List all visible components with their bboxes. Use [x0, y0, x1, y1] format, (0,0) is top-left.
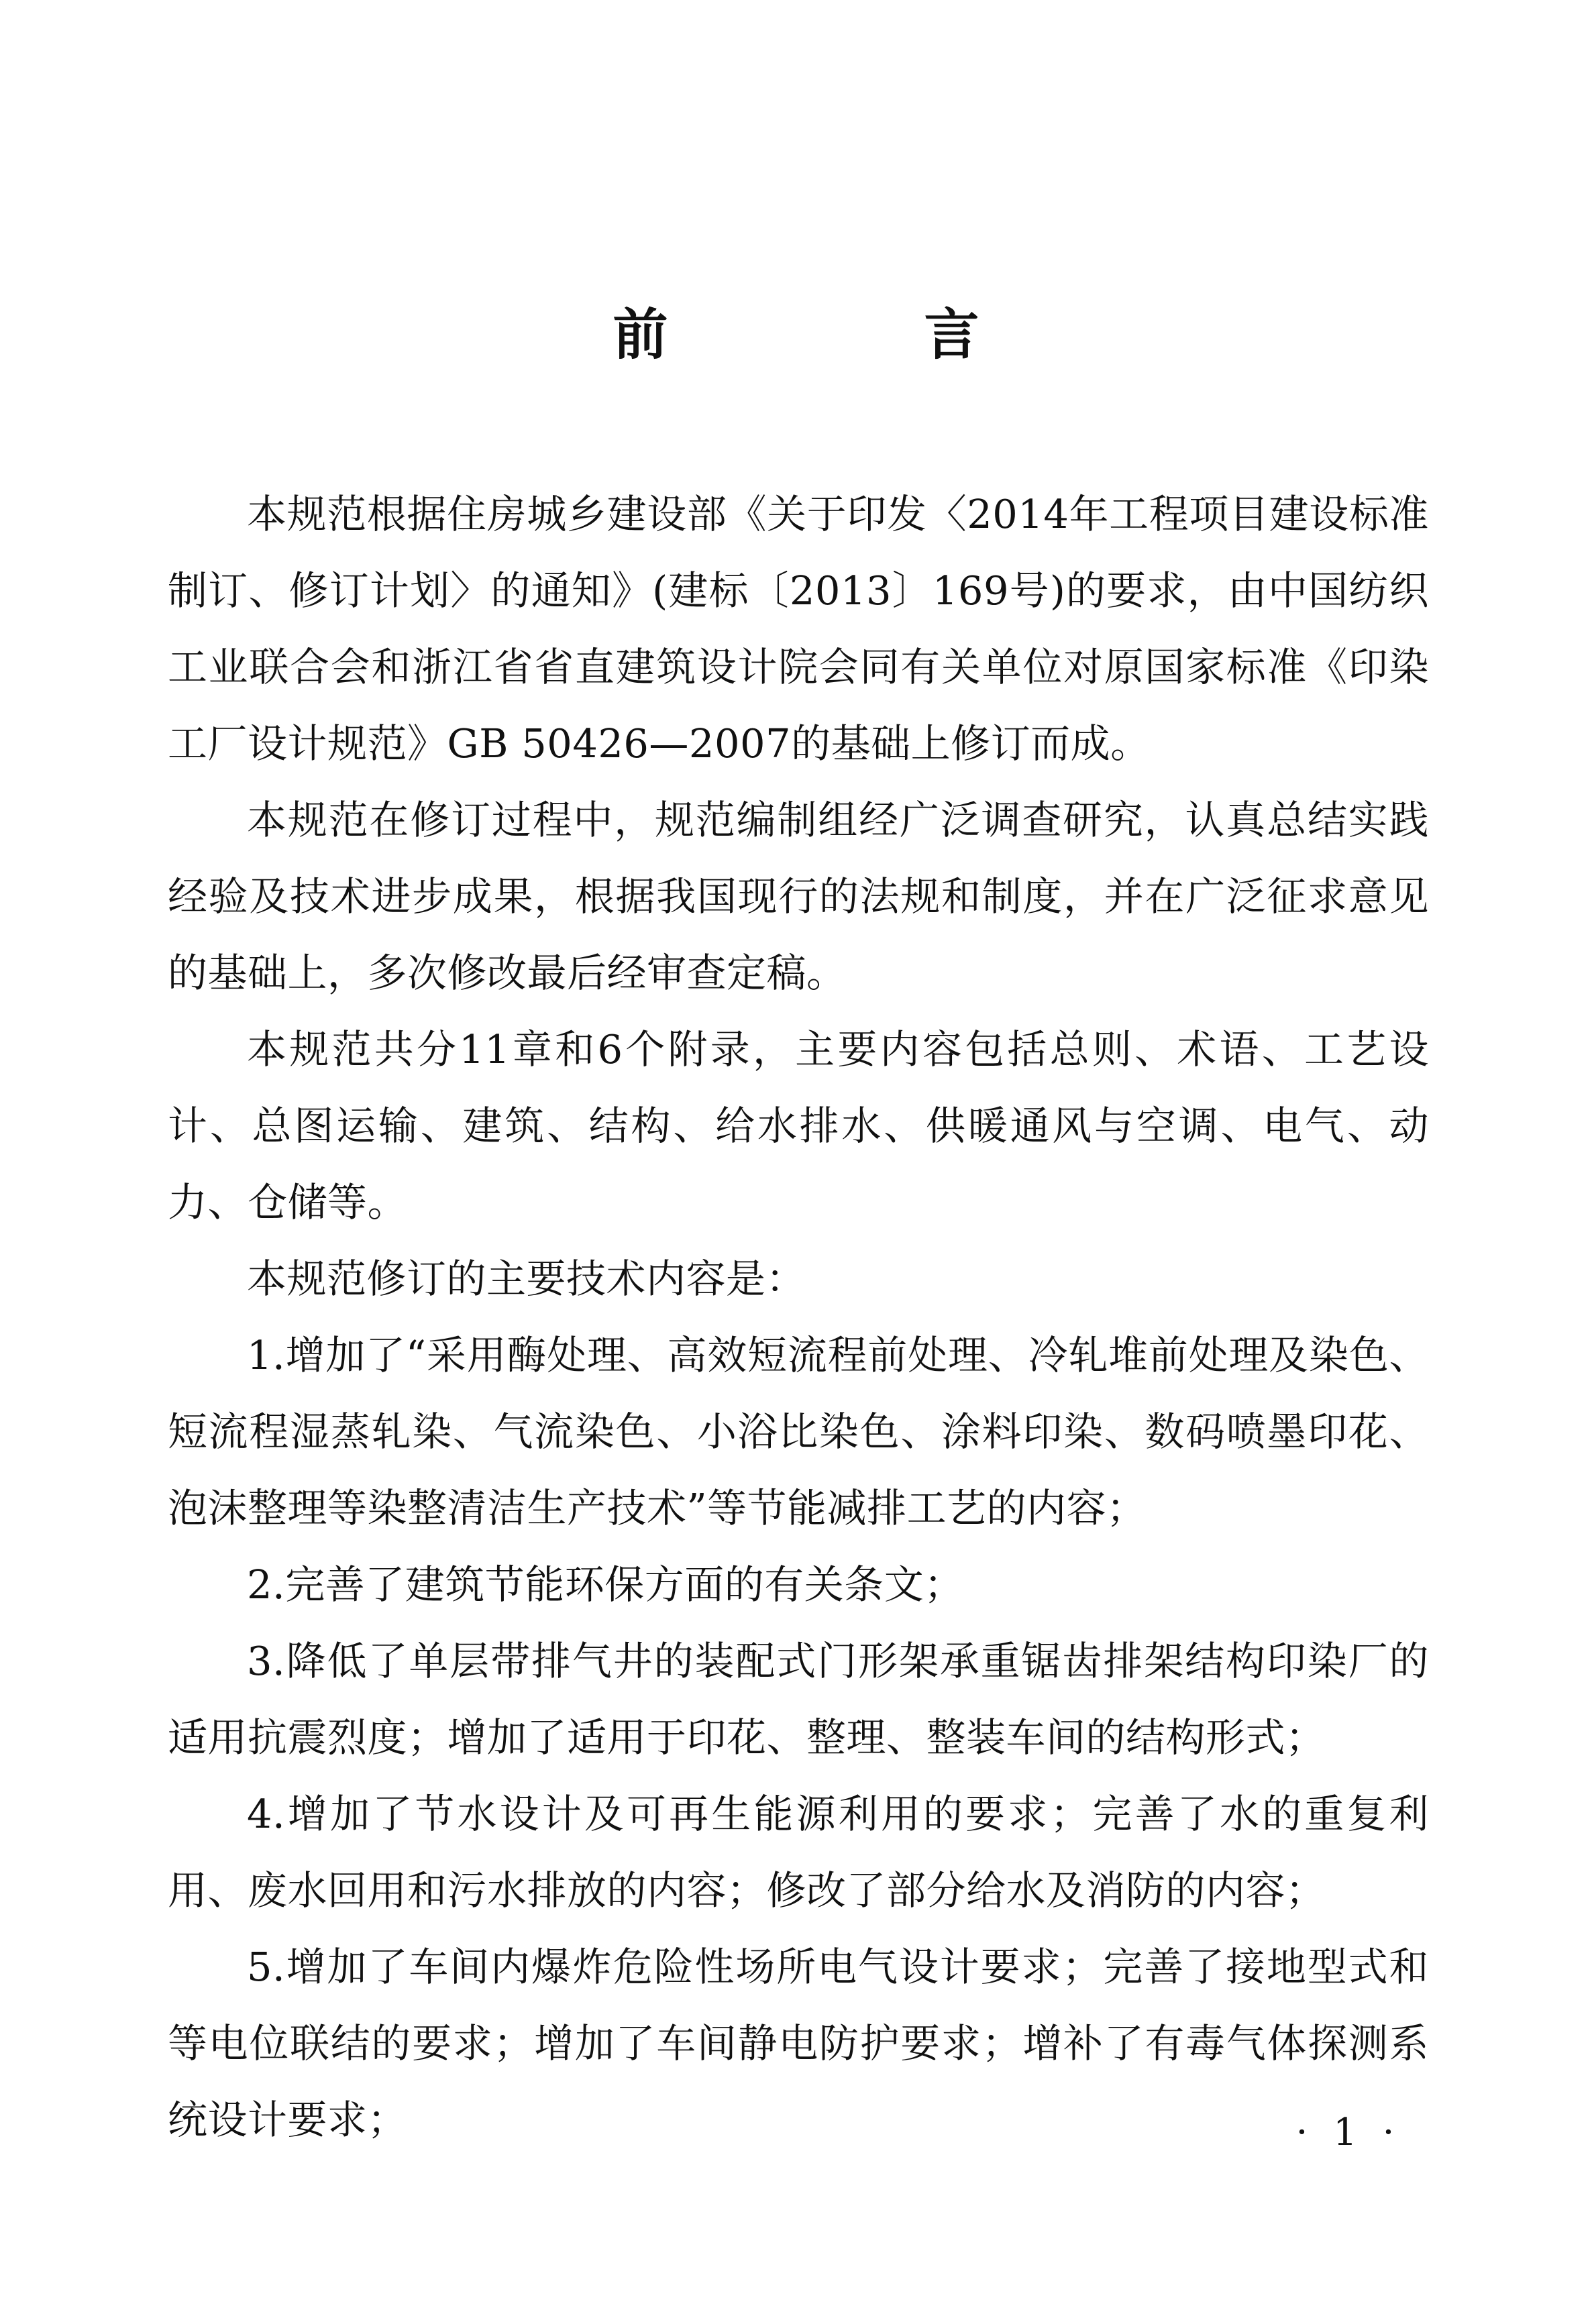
list-item-4: 4.增加了节水设计及可再生能源利用的要求；完善了水的重复利用、废水回用和污水排放的内容；修改了部分给水及消防的内容； — [168, 1791, 1429, 1914]
list-item-1: 1.增加了“采用酶处理、高效短流程前处理、冷轧堆前处理及染色、短流程湿蒸轧染、气流染色、小浴比染色、涂料印染、数码喷墨印花、泡沫整理等染整清洁生产技术”等节能减排工艺的内容； — [168, 1332, 1429, 1531]
body-text — [168, 476, 1429, 2158]
paragraph-structure: 本规范共分11章和6个附录，主要内容包括总则、术语、工艺设计、总图运输、建筑、结构、给水排水、供暖通风与空调、电气、动力、仓储等。 — [168, 1026, 1429, 1225]
page-title: 前 言 — [613, 302, 1080, 367]
list-item-5: 5.增加了车间内爆炸危险性场所电气设计要求；完善了接地型式和等电位联结的要求；增加了车间静电防护要求；增补了有毒气体探测系统设计要求； — [168, 1944, 1429, 2143]
list-item-2: 2.完善了建筑节能环保方面的有关条文； — [247, 1561, 964, 1608]
paragraph-revision-process: 本规范在修订过程中，规范编制组经广泛调查研究，认真总结实践经验及技术进步成果，根据我国现行的法规和制度，并在广泛征求意见的基础上，多次修改最后经审查定稿。 — [168, 797, 1429, 996]
list-item-3: 3.降低了单层带排气井的装配式门形架承重锯齿排架结构印染厂的适用抗震烈度；增加了适用于印花、整理、整装车间的结构形式； — [168, 1638, 1429, 1761]
page-number: · 1 · — [1295, 2111, 1401, 2154]
paragraph-basis: 本规范根据住房城乡建设部《关于印发〈2014年工程项目建设标准制订、修订计划〉的通知》(建标〔2013〕169号)的要求，由中国纺织工业联合会和浙江省省直建筑设计院会同有关单位对原国家标准《印染工厂设计规范》GB 50426—2007的基础上修订而成。 — [168, 491, 1429, 767]
paragraph-main-changes-intro: 本规范修订的主要技术内容是： — [247, 1256, 806, 1302]
